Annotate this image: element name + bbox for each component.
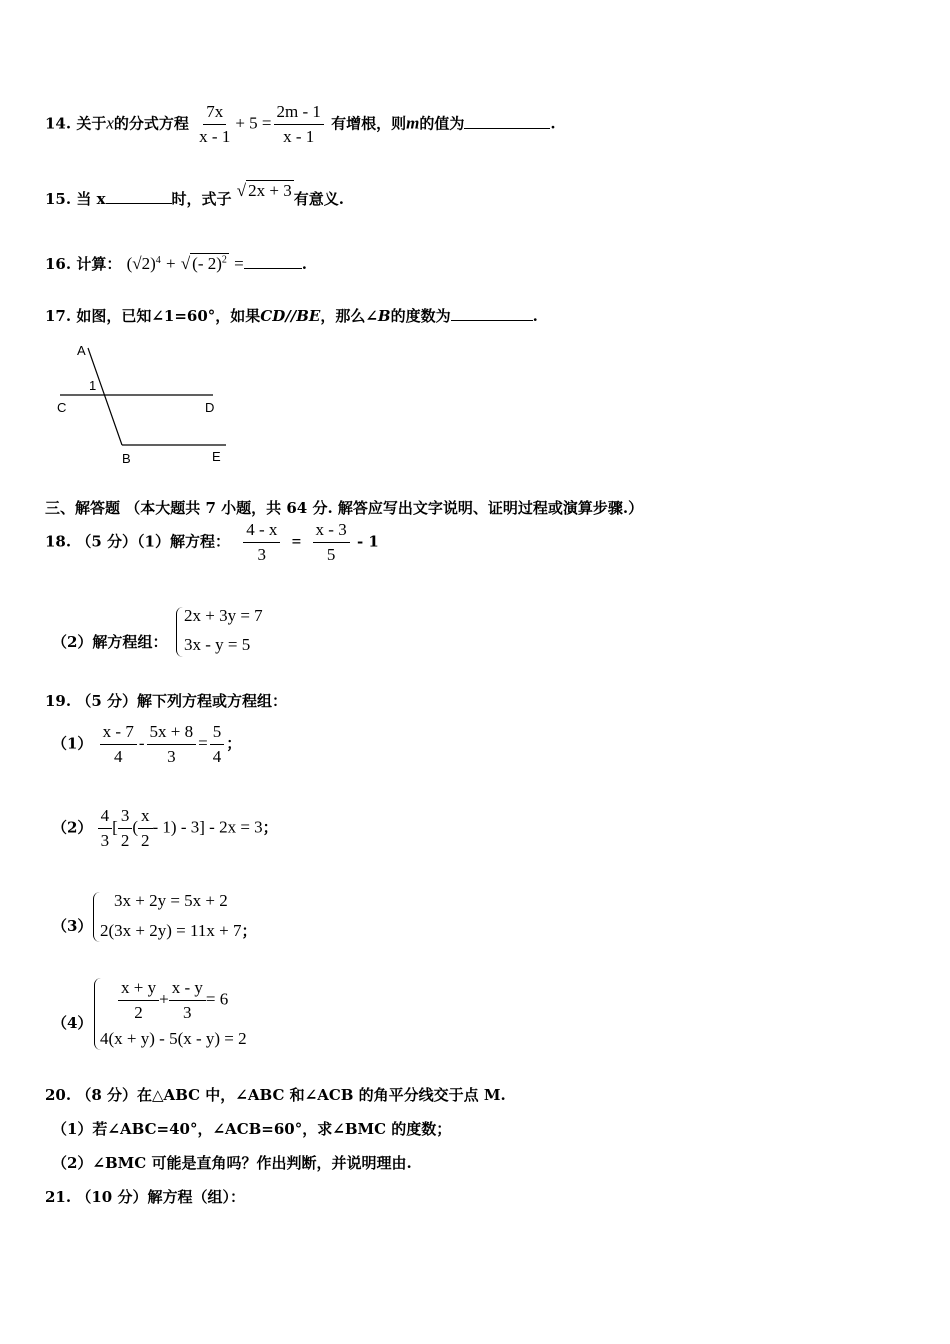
answer-blank[interactable] [106,189,172,204]
question-19-part-1: （1） $\frac{x - 7}{4}$ - $\frac{5x + 8}{3}$ = $\frac{5}{4}$ ； [52,722,242,766]
question-number: 14. [45,114,72,133]
system-equation-1: 2x + 3y = 7 [184,606,263,625]
question-20: 20. （8 分）在△ABC 中，∠ABC 和∠ACB 的角平分线交于点 M. [45,1086,506,1104]
question-14: 14. 关于x的分式方程 $\frac{7x}{x - 1}$ + 5 = $\frac{2m - 1}{x - 1}$ 有增根，则m的值为 . [45,102,556,146]
question-number: 19. [45,692,72,710]
fraction: $\frac{2m - 1}{x - 1}$ [274,102,324,147]
label-angle-1: 1 [89,378,97,393]
system-brace [176,607,183,657]
question-19-part-2: （2） $\frac{4}{3}$ [ $\frac{3}{2}$ ( $\frac{x}{2}$ - 1) - 3] - 2x = 3； [52,806,278,850]
fraction: $\frac{x - y}{3}$ [169,978,206,1023]
system-equation-2: 4(x + y) - 5(x - y) = 2 [100,1029,247,1048]
question-20-part-2: （2）∠BMC 可能是直角吗？作出判断，并说明理由. [52,1154,412,1172]
answer-blank[interactable] [451,306,533,321]
section-heading: 三、解答题 （本大题共 7 小题，共 64 分. 解答应写出文字说明、证明过程或演算步骤.） [45,499,644,517]
question-number: 15. [45,190,72,208]
fraction: $\frac{7x}{x - 1}$ [199,102,231,146]
answer-blank[interactable] [464,114,550,129]
label-c: C [57,400,67,415]
question-number: 17. [45,307,72,325]
sqrt-expression: √ (- 2)$^2$ [180,254,227,273]
fraction: $\frac{x - 7}{4}$ [100,722,137,767]
fraction: $\frac{5x + 8}{3}$ [147,722,197,767]
system-equation-1: 3x + 2y = 5x + 2 [114,891,228,910]
sqrt-expression: √ 2x + 3 [236,181,292,200]
question-18: 18. （5 分）（1）解方程： $\frac{4 - x}{3}$ = $\frac{x - 3}{5}$ - 1 [45,520,379,564]
fraction: $\frac{x + y}{2}$ [118,978,159,1023]
geometry-figure [50,340,240,470]
label-a: A [77,343,86,358]
label-e: E [212,449,221,464]
label-b: B [122,451,131,466]
system-equation-1: $\frac{x + y}{2}$ + $\frac{x - y}{3}$ = 6 [118,978,228,1023]
question-number: 16. [45,255,72,273]
fraction: $\frac{x - 3}{5}$ [313,520,350,565]
question-number: 20. [45,1086,72,1104]
question-19-part-3: （3） [52,917,93,935]
question-number: 21. [45,1188,72,1206]
fraction: $\frac{5}{4}$ [210,722,225,767]
fraction: $\frac{4}{3}$ [98,806,113,851]
question-16: 16. 计算： $(√2)^4$ + √ (- 2)$^2$ = . [45,254,307,273]
system-equation-2: 3x - y = 5 [184,635,251,654]
fraction: $\frac{x}{2}$ [138,806,153,851]
question-19-part-4: （4） [52,1014,93,1032]
question-18-part-2: （2）解方程组： [52,633,168,651]
question-number: 18. [45,532,72,551]
question-20-part-1: （1）若∠ABC=40°，∠ACB=60°，求∠BMC 的度数； [52,1120,452,1138]
label-d: D [205,400,215,415]
fraction: $\frac{3}{2}$ [118,806,133,851]
question-19: 19. （5 分）解下列方程或方程组： [45,692,288,710]
question-15: 15. 当 x 时，式子 √ 2x + 3 有意义. [45,181,344,208]
question-17: 17. 如图，已知∠1=60°，如果CD//BE，那么∠B的度数为 . [45,307,538,325]
line-ab [88,348,122,445]
question-21: 21. （10 分）解方程（组）： [45,1188,245,1206]
system-equation-2: 2(3x + 2y) = 11x + 7； [100,921,257,940]
system-brace [93,892,100,942]
answer-blank[interactable] [244,254,302,269]
fraction: $\frac{4 - x}{3}$ [243,520,280,565]
